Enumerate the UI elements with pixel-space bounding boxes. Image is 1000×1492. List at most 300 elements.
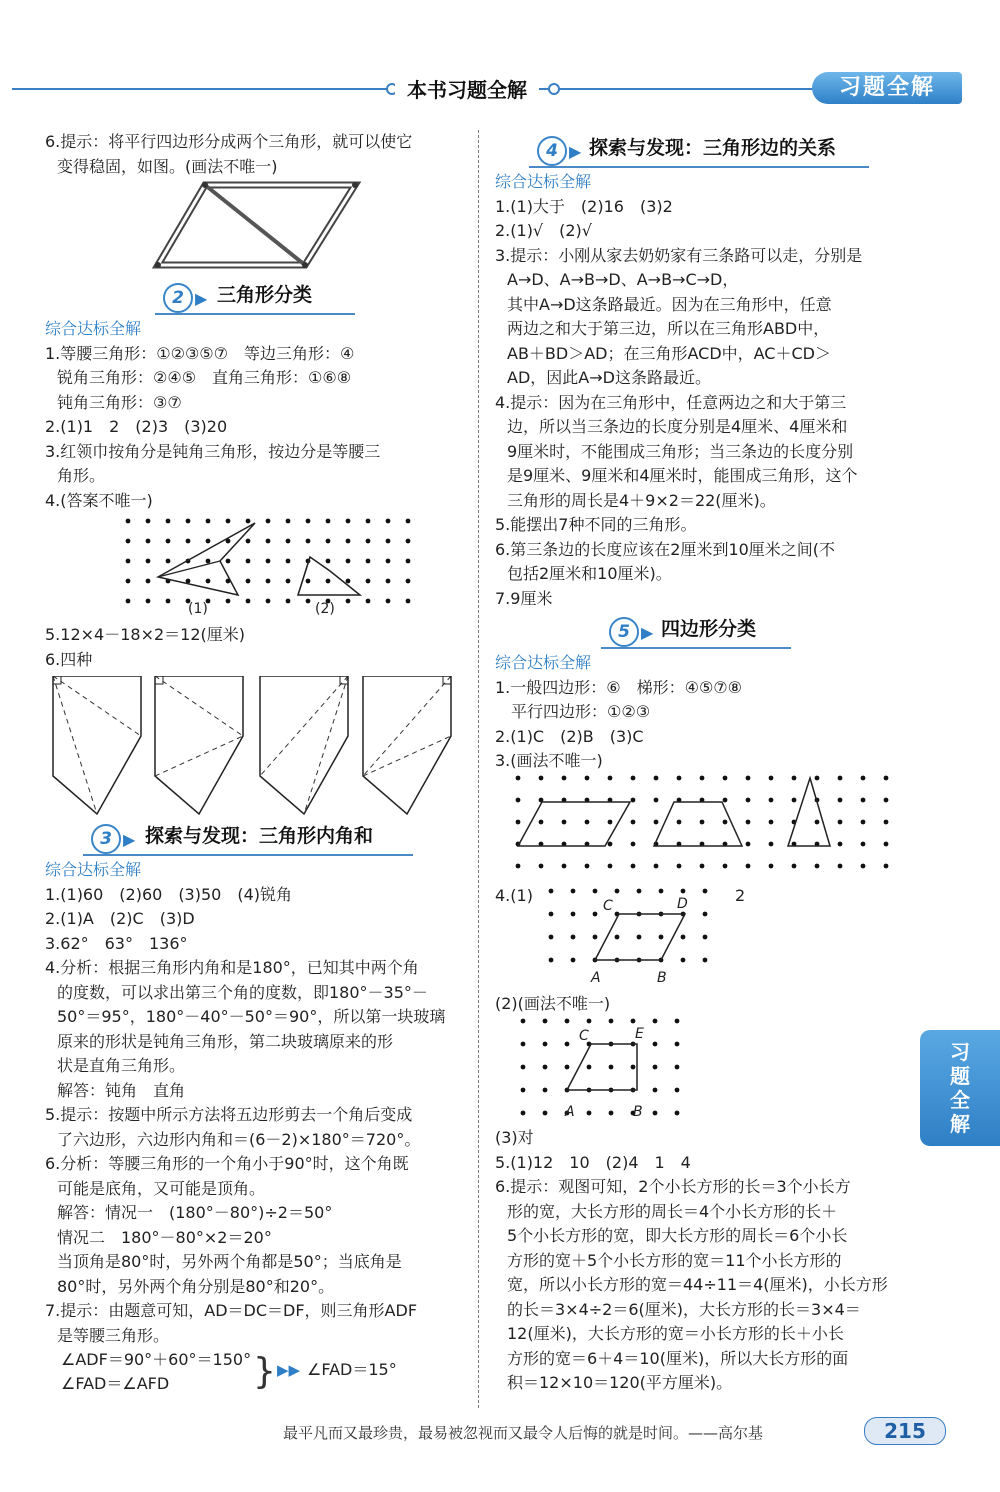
text-line: 1.(1)60 (2)60 (3)50 (4)锐角 [45,884,293,904]
grid-dot [543,1111,548,1116]
point-label: A [591,969,601,986]
grid-dot [386,579,391,584]
grid-dot [386,559,391,564]
grid-dot [246,579,251,584]
grid-dot [406,559,411,564]
parallelogram-figure [45,179,465,277]
grid-dot [884,863,889,868]
grid-dot [516,819,521,824]
grid-dot [126,519,131,524]
text-line: 3.提示：小刚从家去奶奶家有三条路可以走，分别是 [495,245,863,265]
text-line: 5.(1)12 10 (2)4 1 4 [495,1152,691,1172]
header-dot-right [548,83,560,95]
side-tab [920,1030,1000,1146]
text-line: 情况二 180°－80°×2＝20° [57,1227,272,1247]
grid-dot [653,1088,658,1093]
subheading: 综合达标全解 [495,653,592,672]
text-line: 3.红领巾按角分是钝角三角形，按边分是等腰三 [45,441,381,461]
grid-dot [703,934,708,939]
pennant-division-figure [45,676,465,822]
grid-dot [562,863,567,868]
grid-dot [571,957,576,962]
grid-dot [406,519,411,524]
point-label: A [565,1104,575,1120]
grid-dot [838,863,843,868]
text-line: 了六边形，六边形内角和＝(6－2)×180°＝720°。 [57,1129,421,1149]
text-line: 12(厘米)，大长方形的宽＝小长方形的长＋小长 [507,1324,844,1343]
grid-dot [659,888,664,893]
grid-dot [587,1065,592,1070]
text-line: 方形的宽＋5个小长方形的宽＝11个小长方形的 [507,1250,842,1270]
grid-dot [637,934,642,939]
section-number: 3 [91,824,121,854]
text-line: 1.等腰三角形：①②③⑤⑦ 等边三角形：④ [45,343,355,363]
grid-dot [549,957,554,962]
grid-dot [677,819,682,824]
text-line: 4.(1) [495,885,533,905]
subheading: 综合达标全解 [45,319,142,338]
grid-dot [585,775,590,780]
grid-dot [723,775,728,780]
grid-dot [654,797,659,802]
point-label: C [603,897,613,914]
text-line: 7.9厘米 [495,588,553,608]
text-line: 2 [735,885,746,905]
grid-dot [286,519,291,524]
grid-dot [286,599,291,604]
grid-dot [539,863,544,868]
parallelogram-frame-figure [150,179,410,277]
grid-dot [769,775,774,780]
text-line: 5个小长方形的宽，即大长方形的周长＝6个小长 [507,1226,848,1245]
text-line: 5.提示：按题中所示方法将五边形剪去一个角后变成 [45,1105,413,1124]
grid-dot [654,819,659,824]
grid-dot [608,863,613,868]
grid-dot [615,888,620,893]
text-line: 2.(1)A (2)C (3)D [45,909,195,928]
grid-dot [838,797,843,802]
grid-dot [516,797,521,802]
section-title: 四边形分类 [661,618,757,640]
grid-dot [746,841,751,846]
grid-dot [326,519,331,524]
grid-dot [549,934,554,939]
grid-dot [587,1111,592,1116]
text-line: 6.第三条边的长度应该在2厘米到10厘米之间(不 [495,539,836,559]
grid-dot [562,819,567,824]
text-line: 2.(1)1 2 (2)3 (3)20 [45,417,228,436]
grid-dot [675,1065,680,1070]
grid-dot [703,911,708,916]
section-underline [155,313,355,315]
grid-dot [838,819,843,824]
section-4-heading [495,134,915,168]
text-line: 6.四种 [45,649,93,669]
grid-dot [681,934,686,939]
text-line: 状是直角三角形。 [57,1056,186,1075]
footer-quote: 最平凡而又最珍贵，最易被忽视而又最令人后悔的就是时间。——高尔基 [283,1424,764,1442]
grid-dot [206,539,211,544]
grid-dot [346,539,351,544]
grid-dot [653,1019,658,1024]
grid-dot [815,819,820,824]
text-line: 解答：钝角 直角 [57,1080,186,1100]
text-line: 三角形的周长是4＋9×2＝22(厘米)。 [507,490,776,510]
grid-dot [723,797,728,802]
brace-line: ∠FAD＝∠AFD [61,1374,170,1393]
text-line: 是等腰三角形。 [57,1325,170,1345]
point-label: D [677,895,688,912]
grid-dot [326,559,331,564]
grid-dot [146,559,151,564]
text-line: 变得稳固，如图。(画法不唯一) [57,156,278,176]
section-3-heading [45,822,465,856]
text-line: 的长＝3×4÷2＝6(厘米)，大长方形的长＝3×4＝ [507,1299,861,1319]
grid-dot [571,888,576,893]
section-underline [83,854,413,856]
brace-icon: } [253,1351,276,1392]
text-line: 3.(画法不唯一) [495,751,603,770]
header-title: 本书习题全解 [395,74,539,103]
point-label: B [633,1104,643,1120]
text-line: A→D、A→B→D、A→B→C→D， [507,270,739,289]
grid-dot [226,559,231,564]
grid-dot [516,863,521,868]
left-column [45,130,465,1400]
grid-dot [884,775,889,780]
grid-dot [615,934,620,939]
chevron-right-icon: ▶ [569,142,582,161]
grid-dot [386,599,391,604]
grid-dot [609,1111,614,1116]
text-line: 角形。 [57,466,106,485]
grid-dot [146,539,151,544]
text-line: 当顶角是80°时，另外两个角都是50°；当底角是 [57,1252,402,1271]
text-line: 钝角三角形：③⑦ [57,392,182,412]
section-number: 2 [163,283,193,313]
grid-dot [608,819,613,824]
brace-line: ∠ADF＝90°＋60°＝150° [61,1350,252,1369]
text-line: 6.提示：观图可知，2个小长方形的长＝3个小长方 [495,1177,851,1196]
grid-dot [838,841,843,846]
grid-dot [631,1065,636,1070]
grid-dot [126,559,131,564]
grid-dot [306,539,311,544]
grid-dot [861,841,866,846]
chevron-right-icon: ▶ [123,830,136,849]
grid-dot [861,797,866,802]
grid-dot [653,1065,658,1070]
grid-dot [700,863,705,868]
grid-dot [406,599,411,604]
grid-dot [677,775,682,780]
grid-dot [723,863,728,868]
text-line: (2)(画法不唯一) [495,993,611,1013]
grid-dot [593,934,598,939]
grid-dot [206,519,211,524]
grid-dot [654,863,659,868]
grid-dot [226,599,231,604]
section-number: 4 [537,136,567,166]
grid-dot [126,579,131,584]
grid-dot [266,519,271,524]
grid-dot [346,559,351,564]
text-line: 9厘米时，不能围成三角形；当三条边的长度分别 [507,441,854,461]
text-line: 1.一般四边形：⑥ 梯形：④⑤⑦⑧ [495,677,742,697]
grid-dot [166,559,171,564]
text-line: 可能是底角，又可能是顶角。 [57,1178,266,1198]
grid-dot [677,863,682,868]
grid-dot [746,819,751,824]
grid-dot [792,863,797,868]
grid-dot [126,599,131,604]
chevron-right-icon: ▶ [641,623,654,642]
q4-part1 [495,884,915,992]
grid-dot [675,1088,680,1093]
text-line: 包括2厘米和10厘米)。 [507,564,672,583]
dot-grid-figure [120,513,480,623]
page-number: 215 [864,1417,946,1445]
grid-dot [884,841,889,846]
text-line: 5.能摆出7种不同的三角形。 [495,515,697,534]
grid-dot [565,1065,570,1070]
section-2-heading [45,281,465,315]
grid-dot [366,519,371,524]
grid-dot [286,579,291,584]
figure-label: (2) [315,601,335,617]
grid-dot [700,775,705,780]
grid-dot [723,819,728,824]
section-number: 5 [609,617,639,647]
grid-dot [146,599,151,604]
text-line: 2.(1)√ (2)√ [495,221,592,240]
grid-dot [326,579,331,584]
grid-dot [306,519,311,524]
grid-dot [246,519,251,524]
grid-dot [746,797,751,802]
grid-dot [166,519,171,524]
grid-dot [516,775,521,780]
grid-dot [562,775,567,780]
grid-dot [539,775,544,780]
grid-dot [565,1042,570,1047]
grid-dot [406,539,411,544]
grid-dot [769,819,774,824]
grid-dot [631,797,636,802]
text-line: 积＝12×10＝120(平方厘米)。 [507,1373,733,1392]
grid-dot [792,797,797,802]
grid-dot [346,579,351,584]
grid-dot [549,911,554,916]
text-line: 边，所以当三条边的长度分别是4厘米、4厘米和 [507,417,848,436]
figure-label: (1) [188,601,208,617]
section-underline [601,647,791,649]
grid-dot [386,539,391,544]
grid-dot [815,775,820,780]
grid-dot [608,841,613,846]
grid-dot [861,863,866,868]
grid-dot [571,934,576,939]
grid-dot [587,1019,592,1024]
grid-dot [815,863,820,868]
grid-dot [166,599,171,604]
grid-dot [246,539,251,544]
grid-dot [521,1019,526,1024]
text-line: 方形的宽＝6＋4＝10(厘米)，所以大长方形的面 [507,1348,849,1368]
text-line: 2.(1)C (2)B (3)C [495,726,644,746]
text-line: 锐角三角形：②④⑤ 直角三角形：①⑥⑧ [57,368,352,387]
grid-dot [306,599,311,604]
grid-dot [631,775,636,780]
text-line: 6.提示：将平行四边形分成两个三角形，就可以使它 [45,132,413,151]
text-line: 4.(答案不唯一) [45,490,153,510]
grid-dot [861,819,866,824]
grid-dot [539,819,544,824]
grid-dot [126,539,131,544]
text-line: 4.分析：根据三角形内角和是180°，已知其中两个角 [45,958,419,977]
point-label: E [635,1026,644,1042]
grid-dot [206,579,211,584]
grid-dot [366,579,371,584]
quadrilateral-figures [495,774,915,884]
grid-dot [585,863,590,868]
grid-dot [565,1019,570,1024]
grid-dot [346,519,351,524]
grid-dot [366,599,371,604]
header-badge: 习题全解 [812,72,962,104]
section-title: 探索与发现：三角形边的关系 [589,137,837,159]
grid-dot [631,819,636,824]
double-arrow-icon: ▶▶ [277,1361,301,1379]
grid-dot [543,1019,548,1024]
grid-dot [521,1042,526,1047]
text-line: 的度数，可以求出第三个角的度数，即180°－35°－ [57,982,428,1002]
section-5-heading [495,615,915,649]
grid-dot [608,775,613,780]
right-column [495,130,915,1396]
grid-dot [769,797,774,802]
grid-dot [675,1042,680,1047]
grid-dot [861,775,866,780]
text-line: (3)对 [495,1128,534,1147]
grid-dot [838,775,843,780]
grid-dot [746,775,751,780]
point-label: C [579,1028,589,1044]
grid-dot [675,1111,680,1116]
grid-dot [266,599,271,604]
grid-dot [326,539,331,544]
grid-dot [703,957,708,962]
grid-dot [792,775,797,780]
text-line: 5.12×4－18×2＝12(厘米) [45,625,246,644]
grid-dot [675,1019,680,1024]
grid-dot [769,863,774,868]
dot-grid-quadrilaterals [510,774,910,884]
grid-dot [366,559,371,564]
text-line: 7.提示：由题意可知，AD＝DC＝DF，则三角形ADF [45,1301,418,1320]
grid-dot [700,819,705,824]
grid-dot [286,559,291,564]
grid-dot [543,1065,548,1070]
chevron-right-icon: ▶ [195,289,208,308]
grid-dot [593,888,598,893]
grid-dot [637,888,642,893]
grid-dot [653,1111,658,1116]
column-divider [478,130,479,1408]
grid-dot [609,1019,614,1024]
grid-dot [226,519,231,524]
grid-dot [769,841,774,846]
grid-dot [631,863,636,868]
grid-dot [266,539,271,544]
grid-dot [593,911,598,916]
grid-dot [346,599,351,604]
subheading: 综合达标全解 [45,860,142,879]
side-tab-label: 习题全解 [950,1040,970,1136]
subheading: 综合达标全解 [495,172,592,191]
brace-derivation [45,1348,465,1400]
grid-dot [549,888,554,893]
brace-result: ∠FAD＝15° [307,1360,397,1379]
grid-dot [246,559,251,564]
grid-dot [653,1042,658,1047]
grid-dot [884,819,889,824]
grid-dot [703,888,708,893]
dot-grid-parallelogram [543,888,723,978]
text-line: AB＋BD＞AD；在三角形ACD中，AC＋CD＞ [507,343,831,363]
text-line: 两边之和大于第三边，所以在三角形ABD中， [507,319,830,338]
text-line: 是9厘米、9厘米和4厘米时，能围成三角形，这个 [507,466,858,485]
grid-dot [186,539,191,544]
grid-dot [654,775,659,780]
text-line: AD，因此A→D这条路最近。 [507,368,711,387]
text-line: 宽，所以小长方形的宽＝44÷11＝4(厘米)，小长方形 [507,1275,888,1294]
text-line: 解答：情况一 (180°－80°)÷2＝50° [57,1203,333,1222]
text-line: 其中A→D这条路最近。因为在三角形中，任意 [507,294,832,314]
section-title: 三角形分类 [217,284,313,306]
grid-dot [884,797,889,802]
grid-dot [406,579,411,584]
grid-dot [746,863,751,868]
grid-dot [246,599,251,604]
grid-dot [521,1088,526,1093]
grid-dot [306,579,311,584]
text-line: 3.62° 63° 136° [45,933,188,953]
grid-dot [659,934,664,939]
text-line: 80°时，另外两个角分别是80°和20°。 [57,1276,335,1296]
grid-dot [571,911,576,916]
grid-dot [146,579,151,584]
grid-dot [543,1088,548,1093]
grid-dot [543,1042,548,1047]
text-line: 原来的形状是钝角三角形，第二块玻璃原来的形 [57,1031,394,1051]
grid-dot [206,559,211,564]
point-label: B [657,969,667,986]
grid-dot [631,841,636,846]
section-underline [529,166,869,168]
grid-dot [366,539,371,544]
grid-dot [609,1065,614,1070]
dot-grid-trapezoid [515,1018,695,1118]
text-line: 6.分析：等腰三角形的一个角小于90°时，这个角既 [45,1154,409,1173]
grid-dot [186,519,191,524]
grid-dot [521,1111,526,1116]
grid-dot [266,559,271,564]
text-line: 1.(1)大于 (2)16 (3)2 [495,196,673,216]
grid-dot [521,1065,526,1070]
grid-dot [681,957,686,962]
text-line: 50°＝95°，180°－40°－50°＝90°，所以第一块玻璃 [57,1007,446,1026]
